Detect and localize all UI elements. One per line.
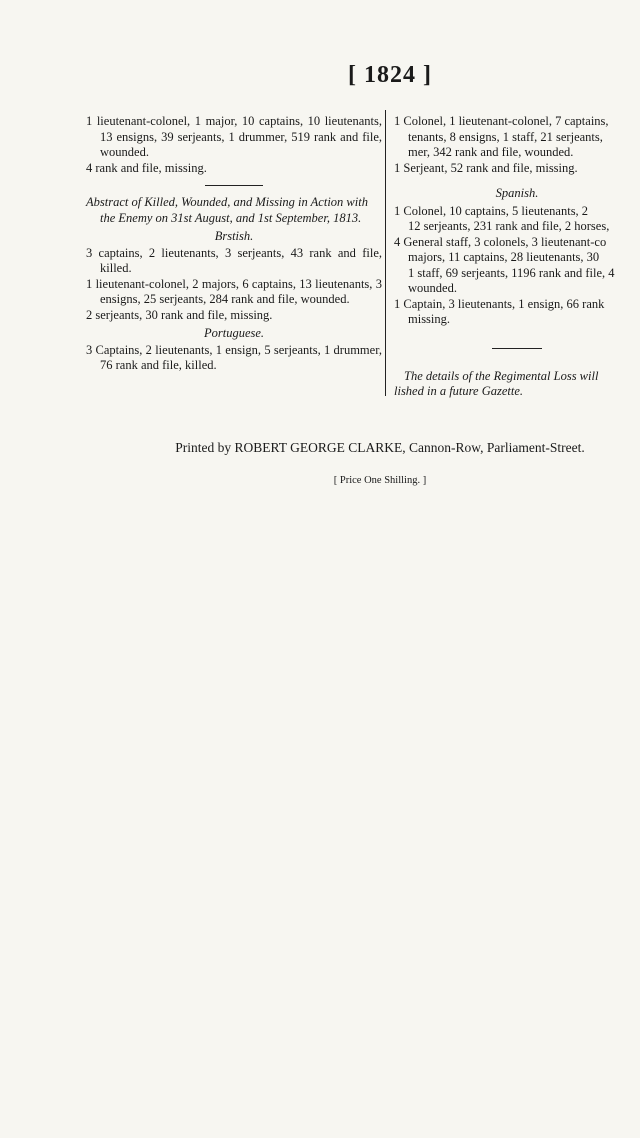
portuguese-heading: Portuguese. [203, 326, 265, 340]
page-number: [ 1824 ] [348, 62, 432, 88]
casualty-entry: 3 captains, 2 lieutenants, 3 serjeants, 43 rank and file, killed. [86, 245, 382, 275]
section-divider [492, 348, 542, 349]
casualty-entry: 1 staff, 69 serjeants, 1196 rank and file, 4 [408, 265, 615, 280]
casualty-entry: 1 Captain, 3 lieutenants, 1 ensign, 66 rank [394, 296, 605, 311]
printer-imprint: Printed by ROBERT GEORGE CLARKE, Cannon-Row, Parliament-Street. [175, 440, 585, 455]
casualty-entry: 1 Serjeant, 52 rank and file, missing. [394, 160, 578, 175]
casualty-entry: missing. [408, 312, 451, 326]
casualty-entry: 4 General staff, 3 colonels, 3 lieutenant-co [394, 234, 607, 249]
casualty-entry: 1 Colonel, 1 lieutenant-colonel, 7 captains, [394, 114, 609, 128]
column-divider [385, 110, 386, 396]
casualty-entry: 1 Colonel, 10 captains, 5 lieutenants, 2 [394, 203, 589, 218]
casualty-entry: majors, 11 captains, 28 lieutenants, 30 [408, 250, 600, 264]
casualty-entry: wounded. [408, 281, 457, 295]
right-column [394, 114, 640, 400]
price-note: [ Price One Shilling. ] [333, 475, 427, 486]
casualty-entry: 12 serjeants, 231 rank and file, 2 horses, [408, 219, 610, 233]
spanish-heading: Spanish. [495, 186, 539, 200]
details-note-continued: lished in a future Gazette. [394, 384, 524, 398]
casualty-entry: 2 serjeants, 30 rank and file, missing. [86, 307, 273, 322]
abstract-title: Abstract of Killed, Wounded, and Missing in Action with the Enemy on 31st August, and 1st September, 1813. [86, 195, 368, 225]
left-column [86, 114, 382, 374]
section-divider [205, 185, 263, 186]
casualty-entry: 1 lieutenant-colonel, 1 major, 10 captains, 10 lieutenants, 13 ensigns, 39 serjeants, 1 drummer, 519 rank and file, wounded. [86, 114, 382, 159]
casualty-entry: 3 Captains, 2 lieutenants, 1 ensign, 5 serjeants, 1 drummer, 76 rank and file, killed. [86, 342, 382, 372]
casualty-entry: mer, 342 rank and file, wounded. [408, 145, 574, 159]
casualty-entry: 1 lieutenant-colonel, 2 majors, 6 captains, 13 lieutenants, 3 ensigns, 25 serjeants, 284 rank and file, wounded. [86, 276, 382, 306]
casualty-entry: tenants, 8 ensigns, 1 staff, 21 serjeants, [408, 129, 603, 144]
casualty-entry: 4 rank and file, missing. [86, 160, 207, 175]
details-note: The details of the Regimental Loss will [404, 368, 599, 383]
british-heading: Brstish. [214, 229, 254, 243]
